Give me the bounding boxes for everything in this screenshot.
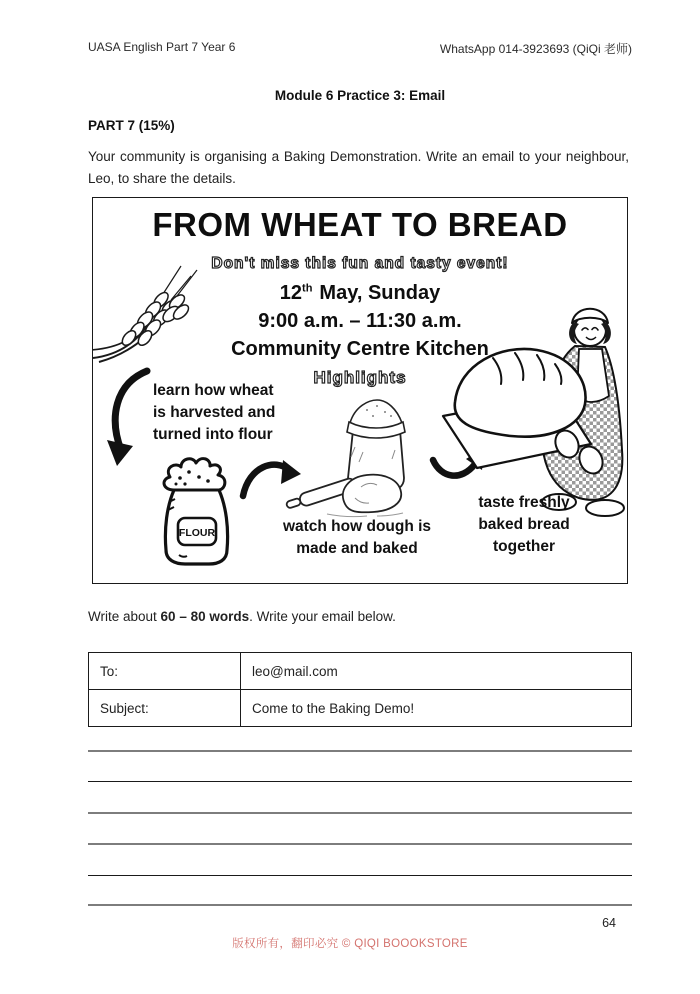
part-heading: PART 7 (15%) bbox=[88, 118, 175, 133]
poster-title: FROM WHEAT TO BREAD bbox=[152, 206, 568, 243]
poster-step-2: watch how dough is made and baked bbox=[282, 518, 432, 557]
writing-line bbox=[88, 812, 632, 814]
task-description: Your community is organising a Baking Demonstration. Write an email to your neighbour, Leo, to share the details. bbox=[88, 149, 629, 186]
poster-highlights-label: Highlights bbox=[313, 368, 407, 387]
word-count-bold: 60 – 80 words bbox=[160, 609, 250, 624]
poster-step-1: learn how wheat is harvested and turned into flour bbox=[153, 382, 276, 443]
baker-with-bread-icon bbox=[439, 292, 628, 518]
email-header-table bbox=[88, 652, 632, 727]
poster-step-3: taste freshly baked bread together bbox=[478, 494, 570, 555]
header-contact-label: WhatsApp 014-3923693 (QiQi 老师) bbox=[439, 42, 632, 56]
date-day: 12 bbox=[279, 282, 303, 304]
email-subject-row bbox=[89, 690, 632, 727]
rolling-pin-dough-sack-icon bbox=[283, 392, 435, 520]
writing-line bbox=[88, 843, 632, 845]
document-header bbox=[88, 40, 632, 57]
page-number: 64 bbox=[602, 916, 616, 930]
writing-line bbox=[88, 781, 632, 782]
to-value: leo@mail.com bbox=[241, 653, 632, 690]
flour-bag-label: FLOUR bbox=[178, 527, 216, 539]
word-count-instruction: Write about 60 – 80 words. Write your email below. bbox=[88, 609, 396, 624]
page-title: Module 6 Practice 3: Email bbox=[274, 88, 446, 103]
writing-line bbox=[88, 904, 632, 906]
writing-line bbox=[88, 750, 632, 752]
writing-line bbox=[88, 875, 632, 876]
subject-label: Subject: bbox=[89, 690, 241, 727]
date-ordinal: th bbox=[302, 282, 313, 295]
subject-value: Come to the Baking Demo! bbox=[241, 690, 632, 727]
email-to-row bbox=[89, 653, 632, 690]
to-label: To: bbox=[89, 653, 241, 690]
date-rest: May, Sunday bbox=[319, 282, 441, 304]
curved-arrow-down-icon bbox=[103, 366, 155, 468]
poster-venue: Community Centre Kitchen bbox=[231, 338, 489, 360]
copyright-footer: 版权所有，翻印必究 © QIQI BOOOKSTORE bbox=[232, 938, 468, 950]
header-course-label: UASA English Part 7 Year 6 bbox=[88, 40, 236, 54]
event-poster bbox=[92, 197, 628, 584]
wheat-icon bbox=[92, 258, 209, 366]
flour-bag-icon bbox=[149, 454, 243, 568]
poster-time: 9:00 a.m. – 11:30 a.m. bbox=[258, 310, 462, 332]
poster-tagline: Don't miss this fun and tasty event! bbox=[211, 255, 509, 272]
